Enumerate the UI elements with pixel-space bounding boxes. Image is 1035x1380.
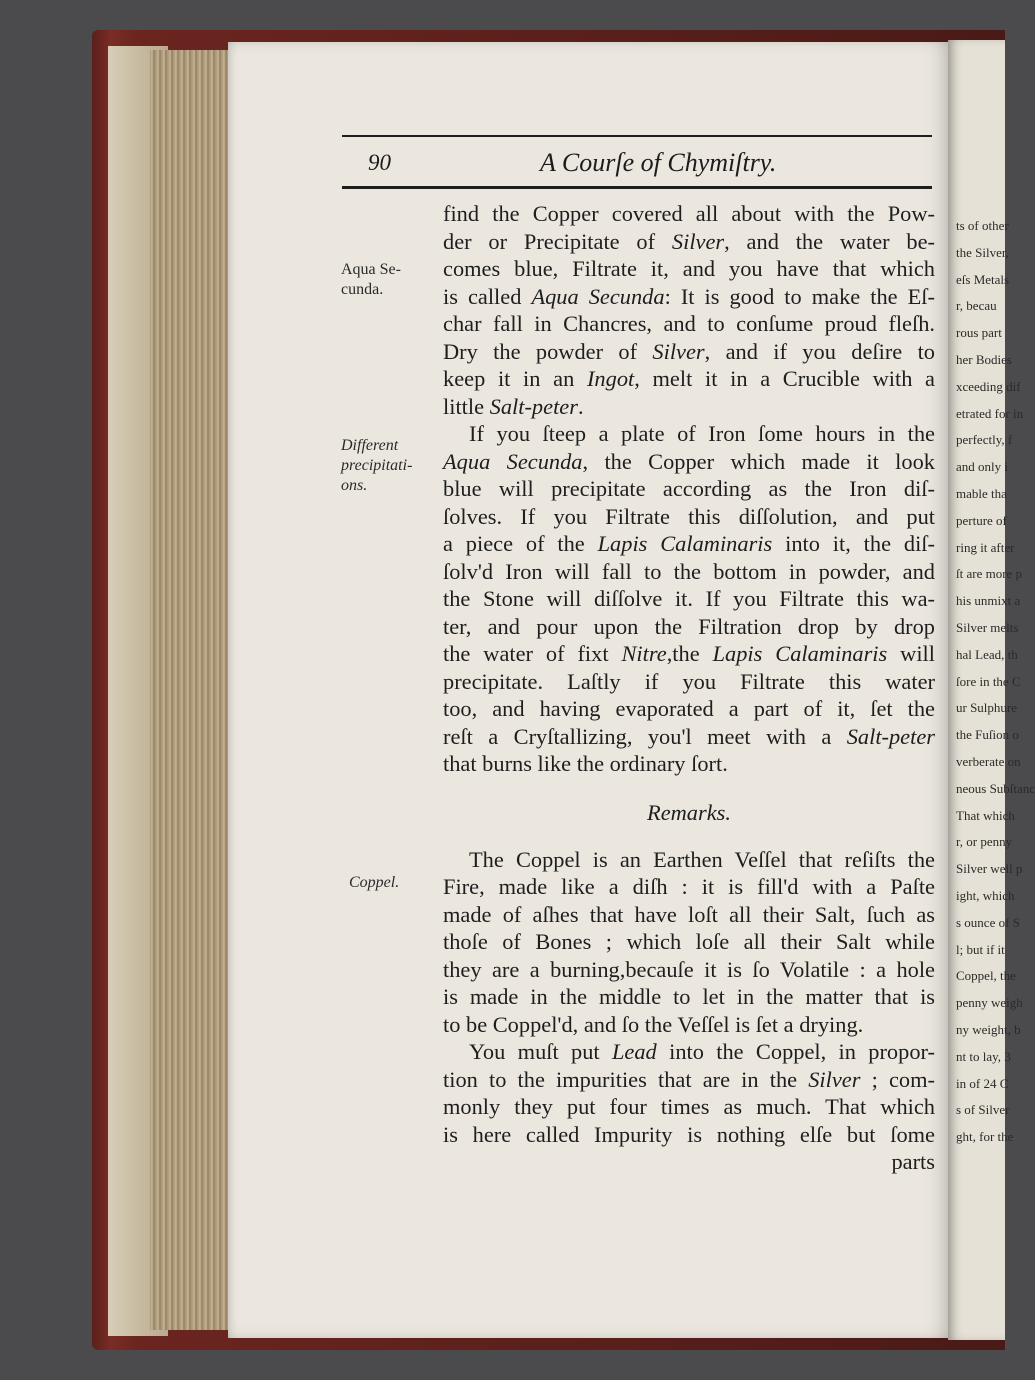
facing-page-text: penny weigh xyxy=(956,995,1023,1011)
remarks-paragraphs xyxy=(443,846,935,1149)
text-line: keep it in an Ingot, melt it in a Crucible with a xyxy=(443,366,935,391)
margin-note-line: precipitati- xyxy=(341,457,413,474)
text-line: they are a burning,becauſe it is ſo Volatile : a hole xyxy=(443,956,935,982)
facing-page-text: perture of xyxy=(956,512,1007,528)
text-line: a piece of the Lapis Calaminaris into it, the diſ- xyxy=(443,531,935,556)
facing-page-text: s ounce of S xyxy=(956,914,1020,930)
body-paragraphs xyxy=(443,200,935,778)
italic-term: Salt-peter xyxy=(489,393,578,419)
facing-page-text: ſore in the C xyxy=(956,673,1021,689)
text-line: the water of fixt Nitre,the Lapis Calaminaris will xyxy=(443,641,935,666)
italic-term: Lapis Calaminaris xyxy=(597,531,773,556)
text-line: is made in the middle to let in the matter that is xyxy=(443,984,935,1009)
text-line: You muſt put Lead into the Coppel, in propor- xyxy=(469,1039,935,1064)
margin-note-line: cunda. xyxy=(341,281,384,298)
italic-term: Salt-peter xyxy=(846,723,935,749)
text-line: too, and having evaporated a part of it, ſet the xyxy=(443,696,935,721)
facing-page-text: ſt are more p xyxy=(956,566,1023,582)
facing-page-text: rous part xyxy=(956,325,1002,341)
text-line: precipitate. Laſtly if you Filtrate this water xyxy=(443,668,935,694)
text-line: to be Coppel'd, and ſo the Veſſel is ſet a drying. xyxy=(443,1011,864,1037)
facing-page-text: ght, for the xyxy=(956,1129,1014,1145)
margin-note-line: Different xyxy=(341,437,399,454)
text-line: der or Precipitate of Silver, and the water be- xyxy=(443,228,935,254)
facing-page-text: nt to lay, 3 xyxy=(956,1048,1011,1064)
facing-page xyxy=(948,40,1035,1340)
text-line: Dry the powder of Silver, and if you deſire to xyxy=(443,338,935,364)
page-block-edges xyxy=(150,50,230,1330)
text-line: monly they put four times as much. That which xyxy=(443,1094,935,1119)
facing-page-text: and only i xyxy=(956,459,1008,475)
margin-note-coppel: Coppel. xyxy=(349,874,400,891)
margin-note-line: Aqua Se- xyxy=(341,261,401,278)
facing-page-text: mable tha xyxy=(956,486,1007,501)
facing-page-text: r, becau xyxy=(956,298,997,314)
facing-page-text: etrated for in xyxy=(956,405,1024,421)
italic-term: Aqua Secunda xyxy=(443,448,583,474)
header-rule-top xyxy=(342,135,932,137)
text-line: comes blue, Filtrate it, and you have that which xyxy=(443,256,935,281)
italic-term: Silver xyxy=(671,228,725,254)
page-number: 90 xyxy=(368,150,391,175)
text-line: reſt a Cryſtallizing, you'l meet with a Salt-peter xyxy=(443,723,935,749)
facing-page-text: ny weight, b xyxy=(956,1022,1021,1037)
facing-page-text: the Fuſion o xyxy=(956,727,1019,743)
facing-page-text: l; but if it xyxy=(956,941,1005,957)
text-line: find the Copper covered all about with the Pow- xyxy=(443,201,935,226)
text-line: ſolves. If you Filtrate this diſſolution, and put xyxy=(443,503,935,529)
margin-note-line: ons. xyxy=(341,477,368,494)
body-text xyxy=(443,200,935,1176)
facing-page-text: xceeding dif xyxy=(956,378,1021,394)
facing-page-text: ts of other xyxy=(956,218,1009,233)
text-line: ter, and pour upon the Filtration drop by drop xyxy=(443,613,935,639)
facing-page-text: perfectly, f xyxy=(956,432,1013,448)
text-line: tion to the impurities that are in the Silver ; com- xyxy=(443,1066,935,1092)
text-line: char fall in Chancres, and to conſume proud fleſh. xyxy=(443,311,935,336)
italic-term: Ingot xyxy=(586,366,635,391)
text-line: is here called Impurity is nothing elſe but ſome xyxy=(443,1121,935,1147)
facing-page-text: in of 24 C xyxy=(956,1075,1009,1091)
italic-term: Aqua Secunda xyxy=(531,283,665,309)
facing-page-text: neous Subſtanc xyxy=(956,780,1035,796)
facing-page-text: Coppel, the xyxy=(956,968,1016,984)
text-line: that burns like the ordinary ſort. xyxy=(443,751,728,776)
facing-page-text: her Bodies xyxy=(956,352,1012,367)
facing-page-text: That which xyxy=(956,807,1015,823)
italic-term: Silver xyxy=(808,1066,861,1092)
facing-page-text: Silver melts xyxy=(956,620,1019,635)
text-line: Aqua Secunda, the Copper which made it look xyxy=(443,448,935,474)
text-line: little Salt-peter. xyxy=(443,393,584,419)
text-line: the Stone will diſſolve it. If you Filtrate this wa- xyxy=(443,586,935,611)
italic-term: Silver xyxy=(652,338,705,364)
text-line: blue will precipitate according as the Iron diſ- xyxy=(443,476,935,501)
text-line: made of aſhes that have loſt all their Salt, ſuch as xyxy=(443,901,935,927)
text-line: ſolv'd Iron will fall to the bottom in powder, and xyxy=(443,558,935,584)
text-line: is called Aqua Secunda: It is good to make the Eſ- xyxy=(443,283,935,309)
margin-note-aqua-secunda xyxy=(341,260,401,300)
text-line: Fire, made like a diſh : it is fill'd with a Paſte xyxy=(443,874,935,899)
facing-page-text: ur Sulphure xyxy=(956,700,1018,716)
italic-term: Lapis Calaminaris xyxy=(712,641,888,666)
margin-note-different-precipitations xyxy=(341,436,412,496)
facing-page-text: his unmixt a xyxy=(956,593,1021,609)
italic-term: Lead xyxy=(611,1039,657,1064)
facing-page-text: ight, which xyxy=(956,888,1015,903)
header-rule-bottom xyxy=(342,186,932,189)
text-line: thoſe of Bones ; which loſe all their Salt while xyxy=(443,929,935,954)
italic-term: Nitre xyxy=(621,641,667,666)
facing-page-text: hal Lead, th xyxy=(956,646,1018,662)
facing-page-text: Silver well p xyxy=(956,861,1023,877)
remarks-heading: Remarks. xyxy=(647,799,731,825)
facing-page-text: ring it after xyxy=(956,539,1015,555)
facing-page-text: verberate on xyxy=(956,754,1021,769)
text-line: The Coppel is an Earthen Veſſel that reſiſts the xyxy=(469,846,935,872)
text-line: If you ſteep a plate of Iron ſome hours in the xyxy=(469,421,935,446)
facing-page-text: r, or penny xyxy=(956,834,1013,850)
facing-page-text: the Silver, xyxy=(956,244,1009,260)
facing-page-text: s of Silver xyxy=(956,1102,1010,1118)
facing-page-text: eſs Metals xyxy=(956,271,1010,287)
catchword: parts xyxy=(891,1149,935,1174)
running-title: A Courſe of Chymiſtry. xyxy=(540,148,777,177)
